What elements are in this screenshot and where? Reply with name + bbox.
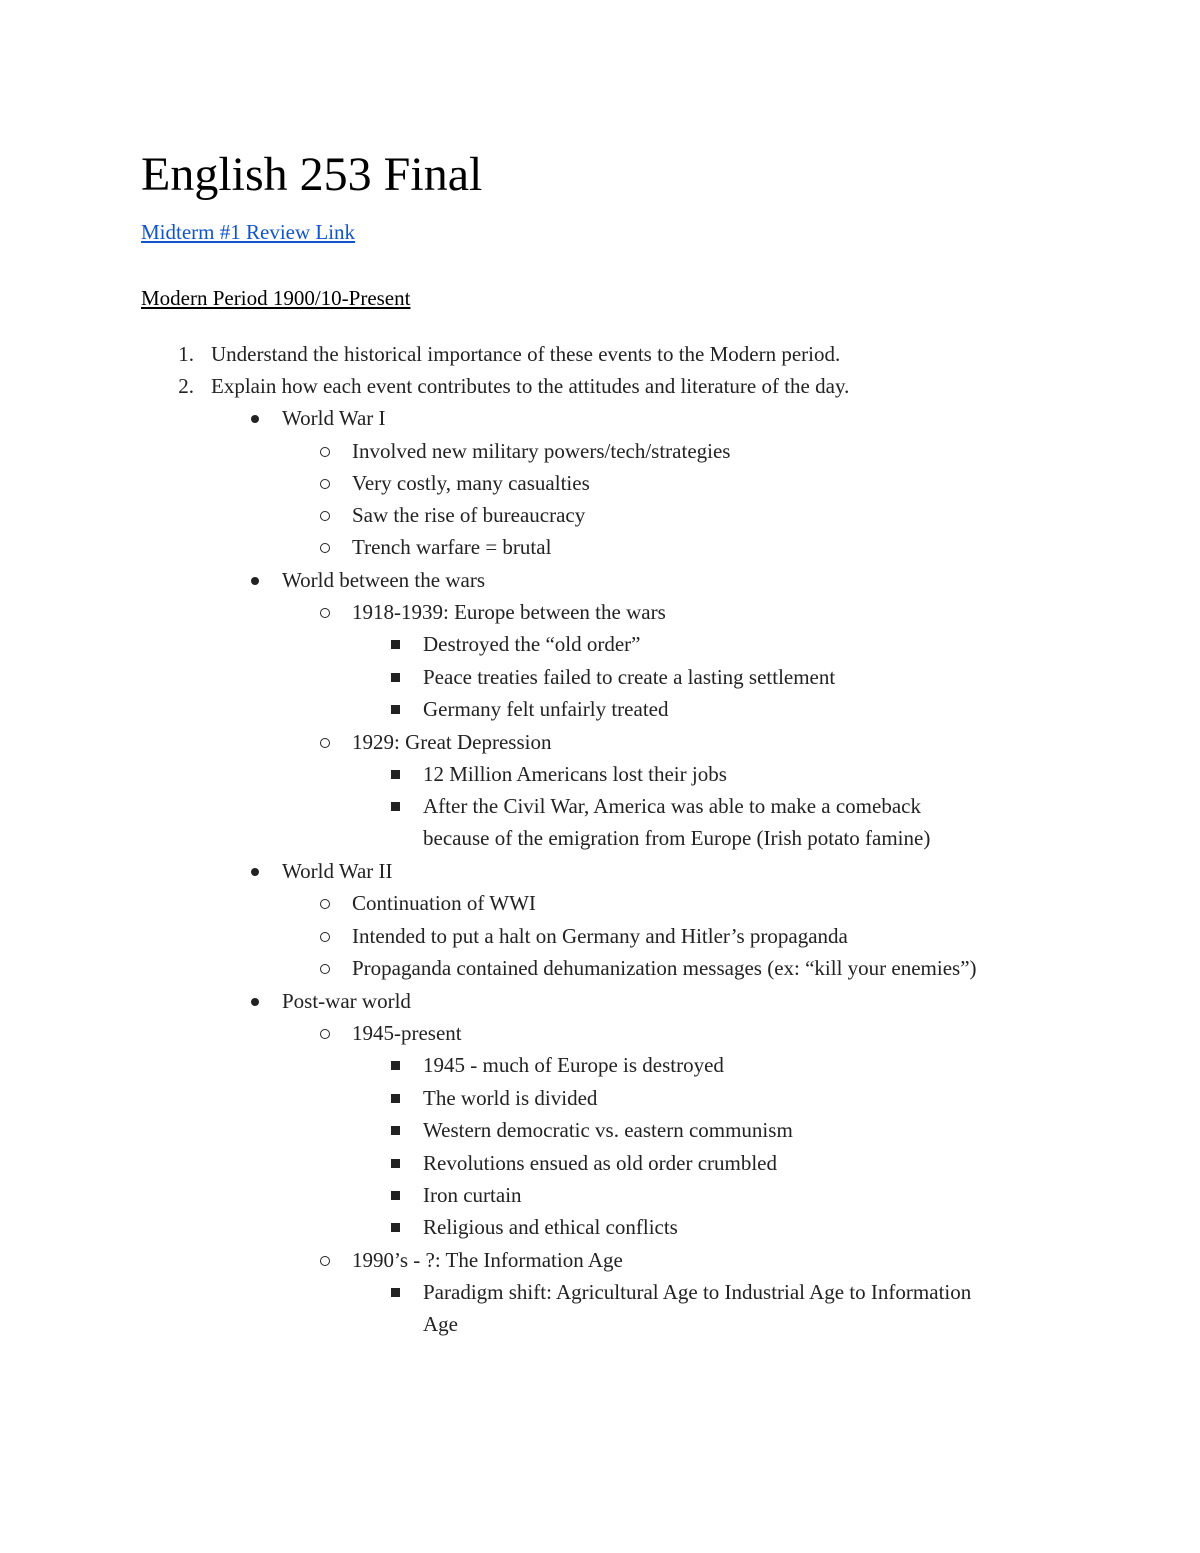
sub-list-item-text: Destroyed the “old order”: [423, 632, 641, 656]
midterm-review-link[interactable]: Midterm #1 Review Link: [141, 220, 356, 244]
bullet-circle-icon: [320, 920, 332, 952]
list-item-text: Intended to put a halt on Germany and Hitler’s propaganda: [352, 924, 848, 948]
bullet-square-icon: [391, 693, 403, 725]
sub-list-item-text: 12 Million Americans lost their jobs: [423, 762, 727, 786]
bullet-square-icon: [391, 790, 403, 822]
sub-list-item-text: The world is divided: [423, 1086, 598, 1110]
bullet-circle-icon: [320, 531, 332, 563]
sub-list-item-text: Germany felt unfairly treated: [423, 697, 669, 721]
list-number: 1.: [178, 342, 194, 366]
bullet-square-icon: [391, 1211, 403, 1243]
sub-list-item-text: Paradigm shift: Agricultural Age to Industrial Age to Information: [423, 1280, 972, 1304]
bullet-square-icon: [391, 661, 403, 693]
list-item-text: 1990’s - ?: The Information Age: [352, 1248, 623, 1272]
bullet-square-icon: [391, 1147, 403, 1179]
numbered-item-text: Explain how each event contributes to the attitudes and literature of the day.: [211, 374, 850, 398]
sub-list-item-text: After the Civil War, America was able to make a comeback: [423, 794, 921, 818]
list-item-text: Continuation of WWI: [352, 891, 536, 915]
sub-list-item-text: Western democratic vs. eastern communism: [423, 1118, 793, 1142]
bullet-square-icon: [391, 1179, 403, 1211]
bullet-circle-icon: [320, 1244, 332, 1276]
bullet-square-icon: [391, 1276, 403, 1308]
sub-list-item-text: Age: [423, 1312, 458, 1336]
numbered-item-text: Understand the historical importance of these events to the Modern period.: [211, 342, 841, 366]
sub-list-item-text: 1945 - much of Europe is destroyed: [423, 1053, 724, 1077]
list-item-text: Trench warfare = brutal: [352, 535, 552, 559]
bullet-circle-icon: [320, 1017, 332, 1049]
list-item-text: Very costly, many casualties: [352, 471, 590, 495]
list-item-text: Propaganda contained dehumanization messages (ex: “kill your enemies”): [352, 956, 977, 980]
bullet-circle-icon: [320, 726, 332, 758]
sub-list-item-text: because of the emigration from Europe (Irish potato famine): [423, 826, 931, 850]
topic-label: World between the wars: [282, 568, 485, 592]
bullet-disc-icon: [251, 855, 261, 887]
topic-label: World War II: [282, 859, 393, 883]
topic-label: World War I: [282, 406, 386, 430]
bullet-circle-icon: [320, 499, 332, 531]
bullet-square-icon: [391, 1082, 403, 1114]
document-title: English 253 Final: [141, 148, 483, 201]
list-item-text: Saw the rise of bureaucracy: [352, 503, 586, 527]
bullet-circle-icon: [320, 467, 332, 499]
bullet-square-icon: [391, 758, 403, 790]
bullet-circle-icon: [320, 952, 332, 984]
sub-list-item-text: Revolutions ensued as old order crumbled: [423, 1151, 778, 1175]
section-heading: Modern Period 1900/10-Present: [141, 286, 411, 310]
sub-list-item-text: Peace treaties failed to create a lasting settlement: [423, 665, 836, 689]
bullet-square-icon: [391, 628, 403, 660]
bullet-square-icon: [391, 1114, 403, 1146]
bullet-circle-icon: [320, 596, 332, 628]
list-number: 2.: [178, 374, 194, 398]
list-item-text: 1945-present: [352, 1021, 462, 1045]
bullet-circle-icon: [320, 887, 332, 919]
sub-list-item-text: Iron curtain: [423, 1183, 522, 1207]
bullet-square-icon: [391, 1049, 403, 1081]
list-item-text: 1918-1939: Europe between the wars: [352, 600, 666, 624]
bullet-disc-icon: [251, 985, 261, 1017]
list-item-text: 1929: Great Depression: [352, 730, 552, 754]
sub-list-item-text: Religious and ethical conflicts: [423, 1215, 678, 1239]
bullet-disc-icon: [251, 564, 261, 596]
topic-label: Post-war world: [282, 989, 411, 1013]
bullet-disc-icon: [251, 402, 261, 434]
bullet-circle-icon: [320, 435, 332, 467]
list-item-text: Involved new military powers/tech/strategies: [352, 439, 731, 463]
